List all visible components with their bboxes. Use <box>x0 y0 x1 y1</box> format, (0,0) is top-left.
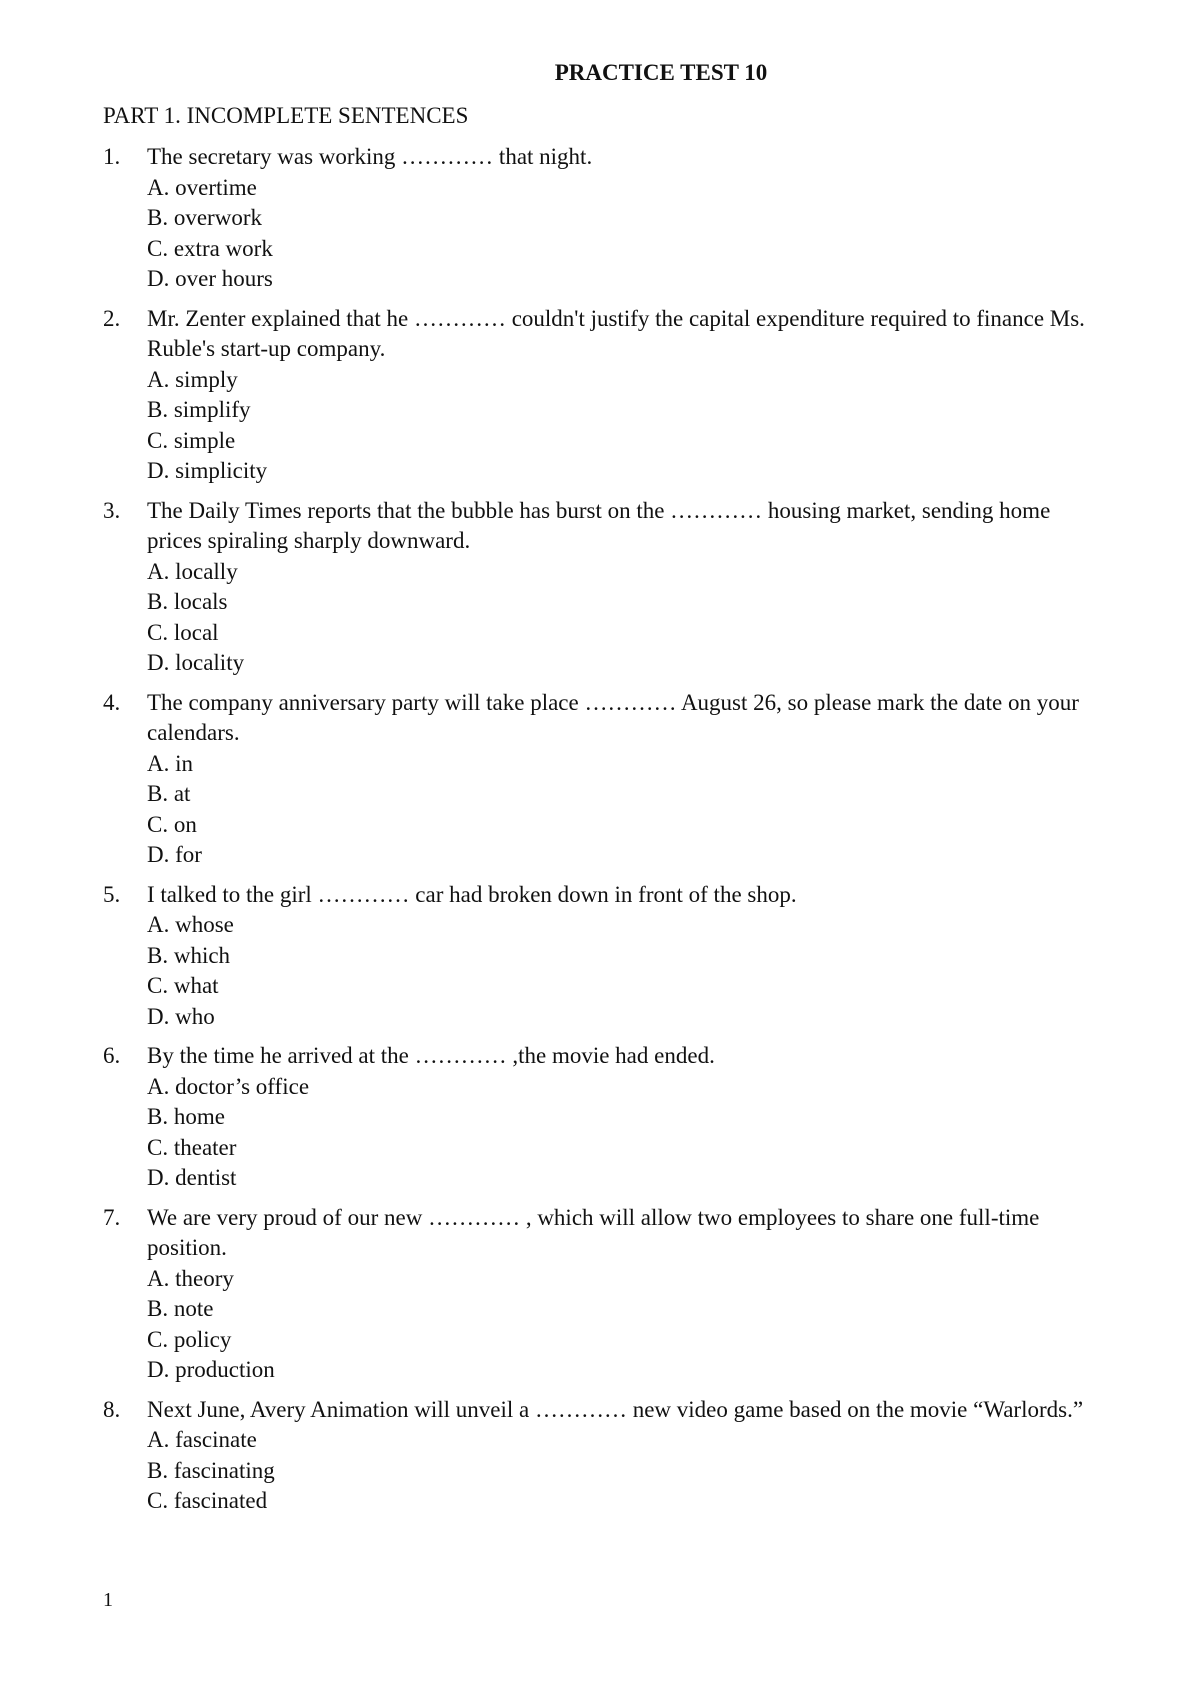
question-text: I talked to the girl ………… car had broken down in front of the shop. <box>147 881 797 907</box>
question-2 <box>103 304 1103 487</box>
question-text: Mr. Zenter explained that he ………… couldn't justify the capital expenditure required to finance Ms. Ruble's start-up company. <box>147 305 1085 361</box>
option-d: D. locality <box>147 650 245 675</box>
question-8 <box>103 1395 1103 1517</box>
question-text: The company anniversary party will take place ………… August 26, so please mark the date on your calendars. <box>147 689 1079 745</box>
option-b: B. note <box>147 1296 214 1321</box>
question-text: By the time he arrived at the ………… ,the movie had ended. <box>147 1043 715 1068</box>
question-number: 2. <box>103 305 121 331</box>
option-b: B. simplify <box>147 397 251 422</box>
question-number: 1. <box>103 144 121 169</box>
option-d: D. simplicity <box>147 458 268 483</box>
option-a: A. overtime <box>147 174 257 200</box>
option-a: A. simply <box>147 366 238 392</box>
option-a: A. doctor’s office <box>147 1073 310 1099</box>
option-d: D. dentist <box>147 1165 237 1190</box>
question-5 <box>103 880 1103 1033</box>
page-number: 1 <box>103 1589 113 1611</box>
option-d: D. over hours <box>147 266 273 291</box>
option-c: C. theater <box>147 1134 237 1160</box>
option-c: C. on <box>147 811 197 837</box>
option-a: A. in <box>147 750 193 776</box>
option-b: B. locals <box>147 589 228 614</box>
option-c: C. policy <box>147 1326 232 1352</box>
question-text: Next June, Avery Animation will unveil a ………… new video game based on the movie “Warlords.” <box>147 1396 1084 1422</box>
question-1 <box>103 142 1103 295</box>
question-number: 5. <box>103 881 121 907</box>
option-a: A. locally <box>147 558 238 584</box>
option-b: B. fascinating <box>147 1457 275 1483</box>
option-b: B. overwork <box>147 205 262 230</box>
page-title: PRACTICE TEST 10 <box>554 60 768 85</box>
option-a: A. theory <box>147 1265 234 1291</box>
option-c: C. what <box>147 973 219 998</box>
question-list <box>103 142 1103 1526</box>
question-number: 3. <box>103 497 121 523</box>
option-c: C. fascinated <box>147 1488 268 1513</box>
question-number: 7. <box>103 1204 121 1230</box>
option-a: A. whose <box>147 912 234 937</box>
question-number: 8. <box>103 1396 121 1422</box>
option-d: D. production <box>147 1357 275 1382</box>
question-7 <box>103 1203 1103 1386</box>
option-d: D. for <box>147 842 202 867</box>
question-number: 6. <box>103 1043 121 1068</box>
option-b: B. at <box>147 781 191 806</box>
question-text: The secretary was working ………… that night. <box>147 144 593 169</box>
option-b: B. home <box>147 1104 225 1129</box>
option-d: D. who <box>147 1003 215 1029</box>
option-c: C. local <box>147 619 219 645</box>
option-a: A. fascinate <box>147 1427 257 1452</box>
question-text: The Daily Times reports that the bubble has burst on the ………… housing market, sending home prices spiraling sharply downward. <box>147 497 1051 553</box>
option-c: C. simple <box>147 427 236 453</box>
question-3 <box>103 496 1103 679</box>
part-heading: PART 1. INCOMPLETE SENTENCES <box>103 103 469 128</box>
question-number: 4. <box>103 689 121 715</box>
question-4 <box>103 688 1103 871</box>
option-c: C. extra work <box>147 235 273 261</box>
question-6 <box>103 1041 1103 1194</box>
option-b: B. which <box>147 942 231 968</box>
question-text: We are very proud of our new ………… , which will allow two employees to share one full-time position. <box>147 1204 1040 1260</box>
